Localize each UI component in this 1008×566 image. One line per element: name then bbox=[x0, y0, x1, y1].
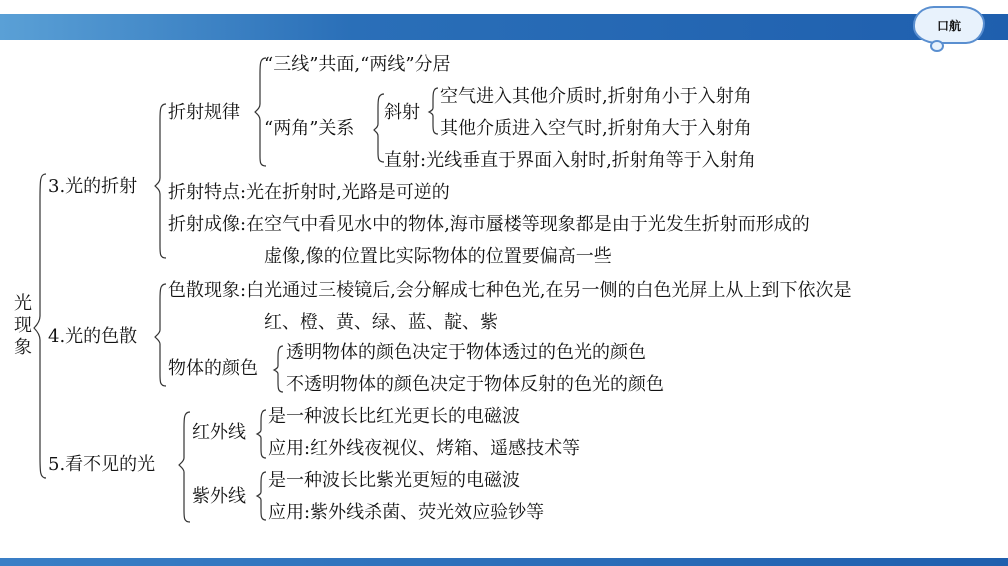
brace-s5 bbox=[179, 412, 190, 522]
cloud-badge-label: 口航 bbox=[936, 18, 961, 33]
footer-bar bbox=[0, 558, 1008, 566]
refraction-imaging-line1: 折射成像:在空气中看见水中的物体,海市蜃楼等现象都是由于光发生折射而形成的 bbox=[168, 214, 810, 235]
refraction-law-label: 折射规律 bbox=[168, 102, 240, 123]
brace-infrared bbox=[257, 410, 266, 458]
brace-oblique bbox=[429, 88, 438, 134]
brace-two-angles bbox=[374, 94, 384, 162]
object-color-opaque: 不透明物体的颜色决定于物体反射的色光的颜色 bbox=[286, 374, 664, 395]
oblique-case-a: 空气进入其他介质时,折射角小于入射角 bbox=[440, 86, 752, 107]
dispersion-line2: 红、橙、黄、绿、蓝、靛、紫 bbox=[264, 312, 498, 333]
ultraviolet-definition: 是一种波长比紫光更短的电磁波 bbox=[268, 470, 520, 491]
ultraviolet-label: 紫外线 bbox=[192, 486, 246, 507]
brace-object-color bbox=[274, 346, 283, 392]
brace-ultraviolet bbox=[257, 472, 266, 520]
section-4-title: 4.光的色散 bbox=[48, 326, 138, 347]
oblique-case-b: 其他介质进入空气时,折射角大于入射角 bbox=[440, 118, 752, 139]
vertical-case: 直射:光线垂直于界面入射时,折射角等于入射角 bbox=[384, 150, 756, 171]
brace-s3 bbox=[155, 104, 166, 258]
brace-root bbox=[34, 174, 46, 478]
three-lines-text: “三线”共面,“两线”分居 bbox=[264, 54, 451, 75]
two-angles-label: “两角”关系 bbox=[264, 118, 355, 139]
object-color-label: 物体的颜色 bbox=[168, 358, 258, 379]
infrared-label: 红外线 bbox=[192, 422, 246, 443]
object-color-transparent: 透明物体的颜色决定于物体透过的色光的颜色 bbox=[286, 342, 646, 363]
refraction-feature: 折射特点:光在折射时,光路是可逆的 bbox=[168, 182, 450, 203]
oblique-label: 斜射 bbox=[384, 102, 420, 123]
ultraviolet-application: 应用:紫外线杀菌、荧光效应验钞等 bbox=[268, 502, 545, 523]
refraction-imaging-line2: 虚像,像的位置比实际物体的位置要偏高一些 bbox=[264, 246, 612, 267]
section-5-title: 5.看不见的光 bbox=[48, 454, 156, 475]
root-title: 光现象 bbox=[14, 293, 32, 358]
infrared-definition: 是一种波长比红光更长的电磁波 bbox=[268, 406, 520, 427]
section-3-title: 3.光的折射 bbox=[48, 176, 138, 197]
brace-s4 bbox=[155, 284, 166, 386]
infrared-application: 应用:红外线夜视仪、烤箱、遥感技术等 bbox=[268, 438, 581, 459]
dispersion-line1: 色散现象:白光通过三棱镜后,会分解成七种色光,在另一侧的白色光屏上从上到下依次是 bbox=[168, 280, 852, 301]
